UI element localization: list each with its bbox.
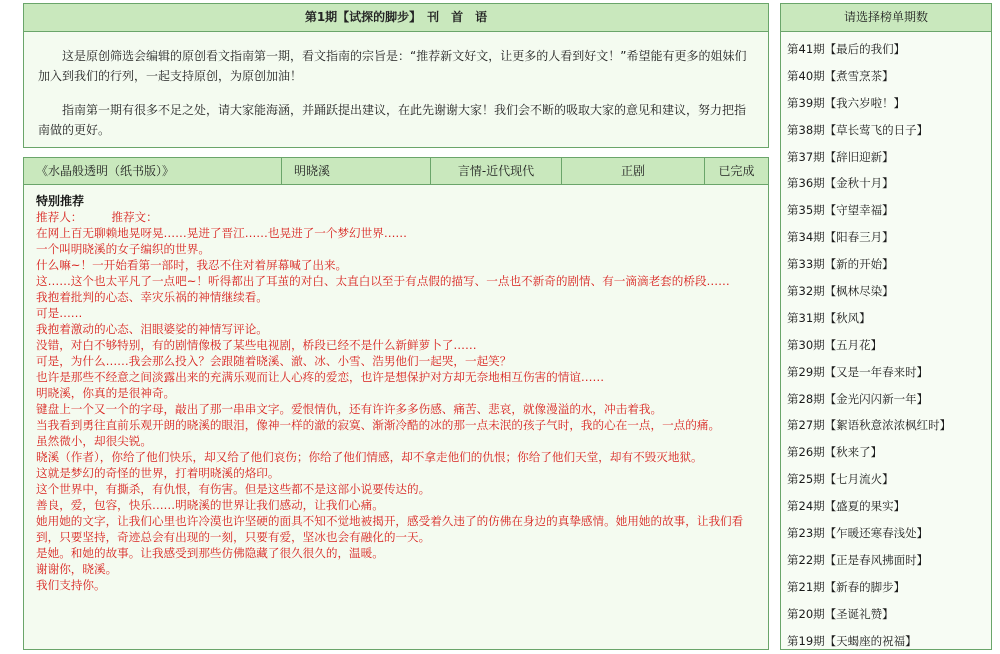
issue-link[interactable]: 第41期【最后的我们】 <box>787 42 906 56</box>
recommendation-line: 我们支持你。 <box>36 578 106 592</box>
issue-link[interactable]: 第31期【秋风】 <box>787 310 871 325</box>
issue-link[interactable]: 第28期【金光闪闪新一年】 <box>787 391 929 406</box>
recommendation-line: 可是…… <box>36 306 83 320</box>
recommendation-line: 晓溪（作者），你给了他们快乐，却又给了他们哀伤；你给了他们情感，却不拿走他们的仇恨；你给了他们天堂，却有不毁灭地狱。 <box>36 450 703 464</box>
issue-link[interactable]: 第38期【草长莺飞的日子】 <box>787 122 929 137</box>
recommendation-line: 明晓溪，你真的是很神奇。 <box>36 386 176 400</box>
sidebar-title: 请选择榜单期数 <box>781 4 991 32</box>
issue-link[interactable]: 第36期【金秋十月】 <box>787 176 894 191</box>
issue-link[interactable]: 第33期【新的开始】 <box>787 257 894 272</box>
issue-link[interactable]: 第20期【圣诞礼赞】 <box>787 606 894 621</box>
recommendation-title: 特别推荐 <box>36 194 85 208</box>
issue-link[interactable]: 第29期【又是一年春来时】 <box>787 364 929 379</box>
intro-paragraph: 这是原创筛选会编辑的原创看文指南第一期，看文指南的宗旨是：“推荐新文好文，让更多的人看到好文！”希望能有更多的姐妹们加入到我们的行列，一起支持原创，为原创加油！ <box>38 49 747 83</box>
recommendation-line: 谢谢你，晓溪。 <box>36 562 118 576</box>
recommendation-body <box>24 185 768 593</box>
book-title-link[interactable]: 《水晶般透明（纸书版）》 <box>24 158 282 184</box>
recommendation-line: 可是，为什么……我会那么投入？会跟随着晓溪、澈、冰、小雪、浩男他们一起哭，一起笑？ <box>36 354 512 368</box>
recommendation-line: 是她。和她的故事。让我感受到那些仿佛隐藏了很久很久的，温暖。 <box>36 546 384 560</box>
recommendation-line: 什么嘛~！一开始看第一部时，我忍不住对着屏幕喊了出来。 <box>36 258 348 272</box>
recommendation-line: 她用她的文字，让我们心里也许冷漠也许坚硬的面具不知不觉地被揭开，感受着久违了的仿佛在身边的真挚感情。她用她的故事，让我们看到，只要坚持，奇迹总会有出现的一刻，只要有爱，坚冰也会有融化的一天。 <box>36 514 744 544</box>
issue-link[interactable]: 第19期【天蝎座的祝福】 <box>787 633 917 648</box>
issue-sidebar <box>780 3 992 650</box>
recommendation-line: 虽然微小，却很尖锐。 <box>36 434 152 448</box>
recommendation-line: 这……这个也太平凡了一点吧~！听得都出了耳茧的对白、太直白以至于有点假的描写、一点也不新奇的剧情、有一滴滴老套的桥段…… <box>36 274 730 288</box>
recommendation-line: 这就是梦幻的奇怪的世界，打着明晓溪的烙印。 <box>36 466 280 480</box>
recommendation-line: 我抱着批判的心态、幸灾乐祸的神情继续看。 <box>36 290 268 304</box>
recommendation-line: 键盘上一个又一个的字母，敲出了那一串串文字。爱恨情仇，还有许许多多伤感、痛苦、悲哀，就像漫溢的水，冲击着我。 <box>36 402 663 416</box>
issue-link[interactable]: 第22期【正是春风拂面时】 <box>787 552 929 567</box>
issue-link[interactable]: 第39期【我六岁啦！】 <box>787 95 906 110</box>
book-tone: 正剧 <box>562 158 705 184</box>
book-panel <box>23 157 769 650</box>
book-genre: 言情-近代现代 <box>431 158 562 184</box>
recommendation-line: 没错，对白不够特别，有的剧情像极了某些电视剧，桥段已经不是什么新鲜萝卜了…… <box>36 338 477 352</box>
recommendation-line: 也许是那些不经意之间淡露出来的充满乐观而让人心疼的爱恋，也许是想保护对方却无奈地相互伤害的情谊…… <box>36 370 605 384</box>
recommendation-line: 善良，爱，包容，快乐……明晓溪的世界让我们感动，让我们心痛。 <box>36 498 384 512</box>
issue-link[interactable]: 第21期【新春的脚步】 <box>787 579 906 594</box>
issue-link[interactable]: 第32期【枫林尽染】 <box>787 284 894 299</box>
issue-link[interactable]: 第25期【七月流火】 <box>787 472 894 487</box>
intro-body <box>24 32 768 140</box>
recommendation-line: 当我看到勇往直前乐观开朗的晓溪的眼泪，像神一样的澈的寂寞、渐渐冷酷的冰的那一点未泯的孩子气时，我的心在一点，一点的痛。 <box>36 418 721 432</box>
issue-link[interactable]: 第37期【辞旧迎新】 <box>787 149 894 164</box>
intro-paragraph: 指南第一期有很多不足之处，请大家能海涵，并踊跃提出建议，在此先谢谢大家！我们会不断的吸取大家的意见和建议，努力把指南做的更好。 <box>38 103 747 137</box>
issue-list <box>781 32 991 654</box>
issue-link[interactable]: 第34期【阳春三月】 <box>787 230 894 245</box>
intro-panel <box>23 3 769 148</box>
issue-link[interactable]: 第23期【乍暖还寒春浅处】 <box>787 526 929 541</box>
issue-link[interactable]: 第26期【秋来了】 <box>787 445 883 460</box>
issue-link[interactable]: 第30期【五月花】 <box>787 337 883 352</box>
recommendation-line: 这个世界中，有撕杀，有仇恨，有伤害。但是这些都不是这部小说要传达的。 <box>36 482 431 496</box>
book-author[interactable]: 明晓溪 <box>282 158 431 184</box>
issue-link[interactable]: 第27期【絮语秋意浓浓枫红时】 <box>787 418 952 433</box>
issue-link[interactable]: 第40期【煮雪烹茶】 <box>787 68 894 83</box>
recommendation-line: 推荐人： 推荐文： <box>36 210 158 224</box>
recommendation-line: 在网上百无聊赖地晃呀晃……晃进了晋江……也晃进了一个梦幻世界…… <box>36 226 408 240</box>
intro-title: 第1期【试探的脚步】 刊 首 语 <box>24 4 768 32</box>
recommendation-lines <box>36 209 756 593</box>
book-info-bar <box>24 158 768 185</box>
book-status: 已完成 <box>718 164 755 178</box>
issue-link[interactable]: 第35期【守望幸福】 <box>787 203 894 218</box>
issue-link[interactable]: 第24期【盛夏的果实】 <box>787 499 906 514</box>
recommendation-line: 我抱着激动的心态、泪眼婆娑的神情写评论。 <box>36 322 268 336</box>
recommendation-line: 一个叫明晓溪的女子编织的世界。 <box>36 242 210 256</box>
